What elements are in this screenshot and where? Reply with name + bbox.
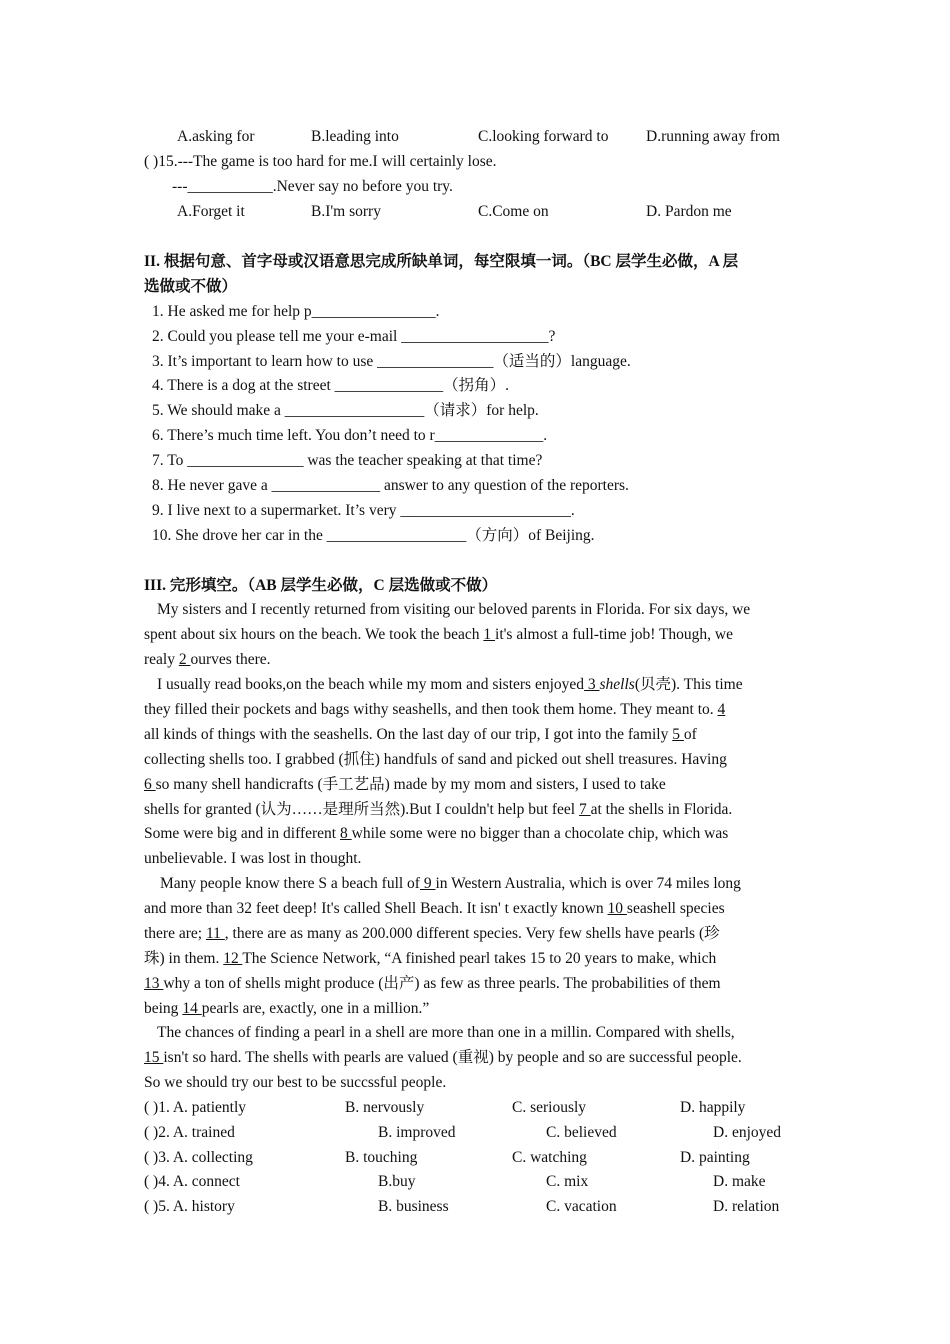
q15-option-b: B.I'm sorry — [311, 203, 381, 220]
section2-item: 7. To _______________ was the teacher speaking at that time? — [152, 452, 543, 469]
passage-line: 珠) in them. 12 The Science Network, “A finished pearl takes 15 to 20 years to make, which — [144, 950, 717, 967]
passage-line: they filled their pockets and bags withy seashells, and then took them home. They meant to. 4 — [144, 701, 726, 718]
passage-line: So we should try our best to be succssful people. — [144, 1074, 447, 1091]
section2-item: 10. She drove her car in the __________________（方向）of Beijing. — [152, 527, 595, 544]
cloze-q2-option-b: B. improved — [378, 1124, 456, 1141]
blank-5: 5 — [672, 726, 684, 743]
passage-line: 15 isn't so hard. The shells with pearls are valued (重视) by people and so are successful people. — [144, 1049, 742, 1066]
q15-option-a: A.Forget it — [177, 203, 245, 220]
cloze-q1-option-d: D. happily — [680, 1099, 746, 1116]
passage-line: there are; 11 , there are as many as 200.000 different species. Very few shells have pearls (珍 — [144, 925, 720, 942]
passage-line: 13 why a ton of shells might produce (出产) as few as three pearls. The probabilities of them — [144, 975, 721, 992]
section2-heading: II. 根据句意、首字母或汉语意思完成所缺单词，每空限填一词。（BC 层学生必做，A 层 — [144, 253, 739, 270]
cloze-q4-option-a: ( )4. A. connect — [144, 1173, 240, 1190]
cloze-q1-option-b: B. nervously — [345, 1099, 425, 1116]
passage-line: shells for granted (认为……是理所当然).But I couldn't help but feel 7 at the shells in Florida. — [144, 801, 733, 818]
section2-item: 2. Could you please tell me your e-mail ___________________? — [152, 328, 556, 345]
q15-question: ( )15.---The game is too hard for me.I will certainly lose. — [144, 153, 497, 170]
blank-4: 4 — [717, 701, 726, 718]
cloze-q2-option-a: ( )2. A. trained — [144, 1124, 235, 1141]
passage-line: realy 2 ourves there. — [144, 651, 271, 668]
cloze-q5-option-a: ( )5. A. history — [144, 1198, 235, 1215]
passage-line: spent about six hours on the beach. We took the beach 1 it's almost a full-time job! Though, we — [144, 626, 734, 643]
section2-heading-cont: 选做或不做） — [144, 278, 238, 295]
section2-item: 5. We should make a __________________（请求）for help. — [152, 402, 539, 419]
q15-option-c: C.Come on — [478, 203, 549, 220]
q14-option-d: D.running away from — [646, 128, 780, 145]
cloze-q1-option-a: ( )1. A. patiently — [144, 1099, 247, 1116]
blank-6: 6 — [144, 776, 156, 793]
cloze-q3-option-a: ( )3. A. collecting — [144, 1149, 253, 1166]
cloze-q3-option-d: D. painting — [680, 1149, 750, 1166]
passage-line: Some were big and in different 8 while some were no bigger than a chocolate chip, which was — [144, 825, 729, 842]
q14-option-a: A.asking for — [177, 128, 255, 145]
section2-item: 4. There is a dog at the street ______________（拐角）. — [152, 377, 510, 394]
passage-line: all kinds of things with the seashells. On the last day of our trip, I got into the family 5 of — [144, 726, 697, 743]
section2-item: 6. There’s much time left. You don’t need to r______________. — [152, 427, 548, 444]
blank-15: 15 — [144, 1049, 164, 1066]
blank-13: 13 — [144, 975, 164, 992]
section3-heading: III. 完形填空。（AB 层学生必做，C 层选做或不做） — [144, 577, 498, 594]
blank-1: 1 — [483, 626, 496, 643]
cloze-q5-option-d: D. relation — [713, 1198, 780, 1215]
section2-item: 1. He asked me for help p________________. — [152, 303, 440, 320]
passage-line: being 14 pearls are, exactly, one in a million.” — [144, 1000, 430, 1017]
q15-option-d: D. Pardon me — [646, 203, 732, 220]
q14-option-b: B.leading into — [311, 128, 399, 145]
passage-line: 6 so many shell handicrafts (手工艺品) made by my mom and sisters, I used to take — [144, 776, 666, 793]
blank-7: 7 — [579, 801, 591, 818]
cloze-q2-option-d: D. enjoyed — [713, 1124, 782, 1141]
cloze-q4-option-b: B.buy — [378, 1173, 416, 1190]
blank-2: 2 — [178, 651, 191, 668]
cloze-q3-option-b: B. touching — [345, 1149, 418, 1166]
section2-item: 3. It’s important to learn how to use _______________（适当的）language. — [152, 353, 631, 370]
section2-item: 9. I live next to a supermarket. It’s very ______________________. — [152, 502, 575, 519]
passage-line: My sisters and I recently returned from visiting our beloved parents in Florida. For six days, we — [157, 601, 751, 618]
section2-item: 8. He never gave a ______________ answer to any question of the reporters. — [152, 477, 629, 494]
q15-reply: ---___________.Never say no before you try. — [172, 178, 453, 195]
passage-line: Many people know there S a beach full of 9 in Western Australia, which is over 74 miles long — [160, 875, 741, 892]
cloze-q5-option-b: B. business — [378, 1198, 449, 1215]
blank-10: 10 — [607, 900, 627, 917]
blank-3: 3 — [584, 676, 600, 693]
cloze-q1-option-c: C. seriously — [512, 1099, 587, 1116]
passage-line: and more than 32 feet deep! It's called Shell Beach. It isn' t exactly known 10 seashell species — [144, 900, 725, 917]
cloze-q4-option-c: C. mix — [546, 1173, 589, 1190]
cloze-q5-option-c: C. vacation — [546, 1198, 617, 1215]
cloze-q2-option-c: C. believed — [546, 1124, 617, 1141]
blank-14: 14 — [182, 1000, 202, 1017]
passage-line: unbelievable. I was lost in thought. — [144, 850, 362, 867]
blank-12: 12 — [223, 950, 243, 967]
passage-line: collecting shells too. I grabbed (抓住) handfuls of sand and picked out shell treasures. Having — [144, 751, 727, 768]
blank-8: 8 — [340, 825, 352, 842]
cloze-q3-option-c: C. watching — [512, 1149, 587, 1166]
q14-option-c: C.looking forward to — [478, 128, 609, 145]
blank-9: 9 — [419, 875, 436, 892]
passage-line: The chances of finding a pearl in a shell are more than one in a millin. Compared with shells, — [157, 1024, 735, 1041]
passage-line: I usually read books,on the beach while my mom and sisters enjoyed 3 shells(贝壳). This time — [157, 676, 743, 693]
cloze-q4-option-d: D. make — [713, 1173, 766, 1190]
blank-11: 11 — [205, 925, 225, 942]
